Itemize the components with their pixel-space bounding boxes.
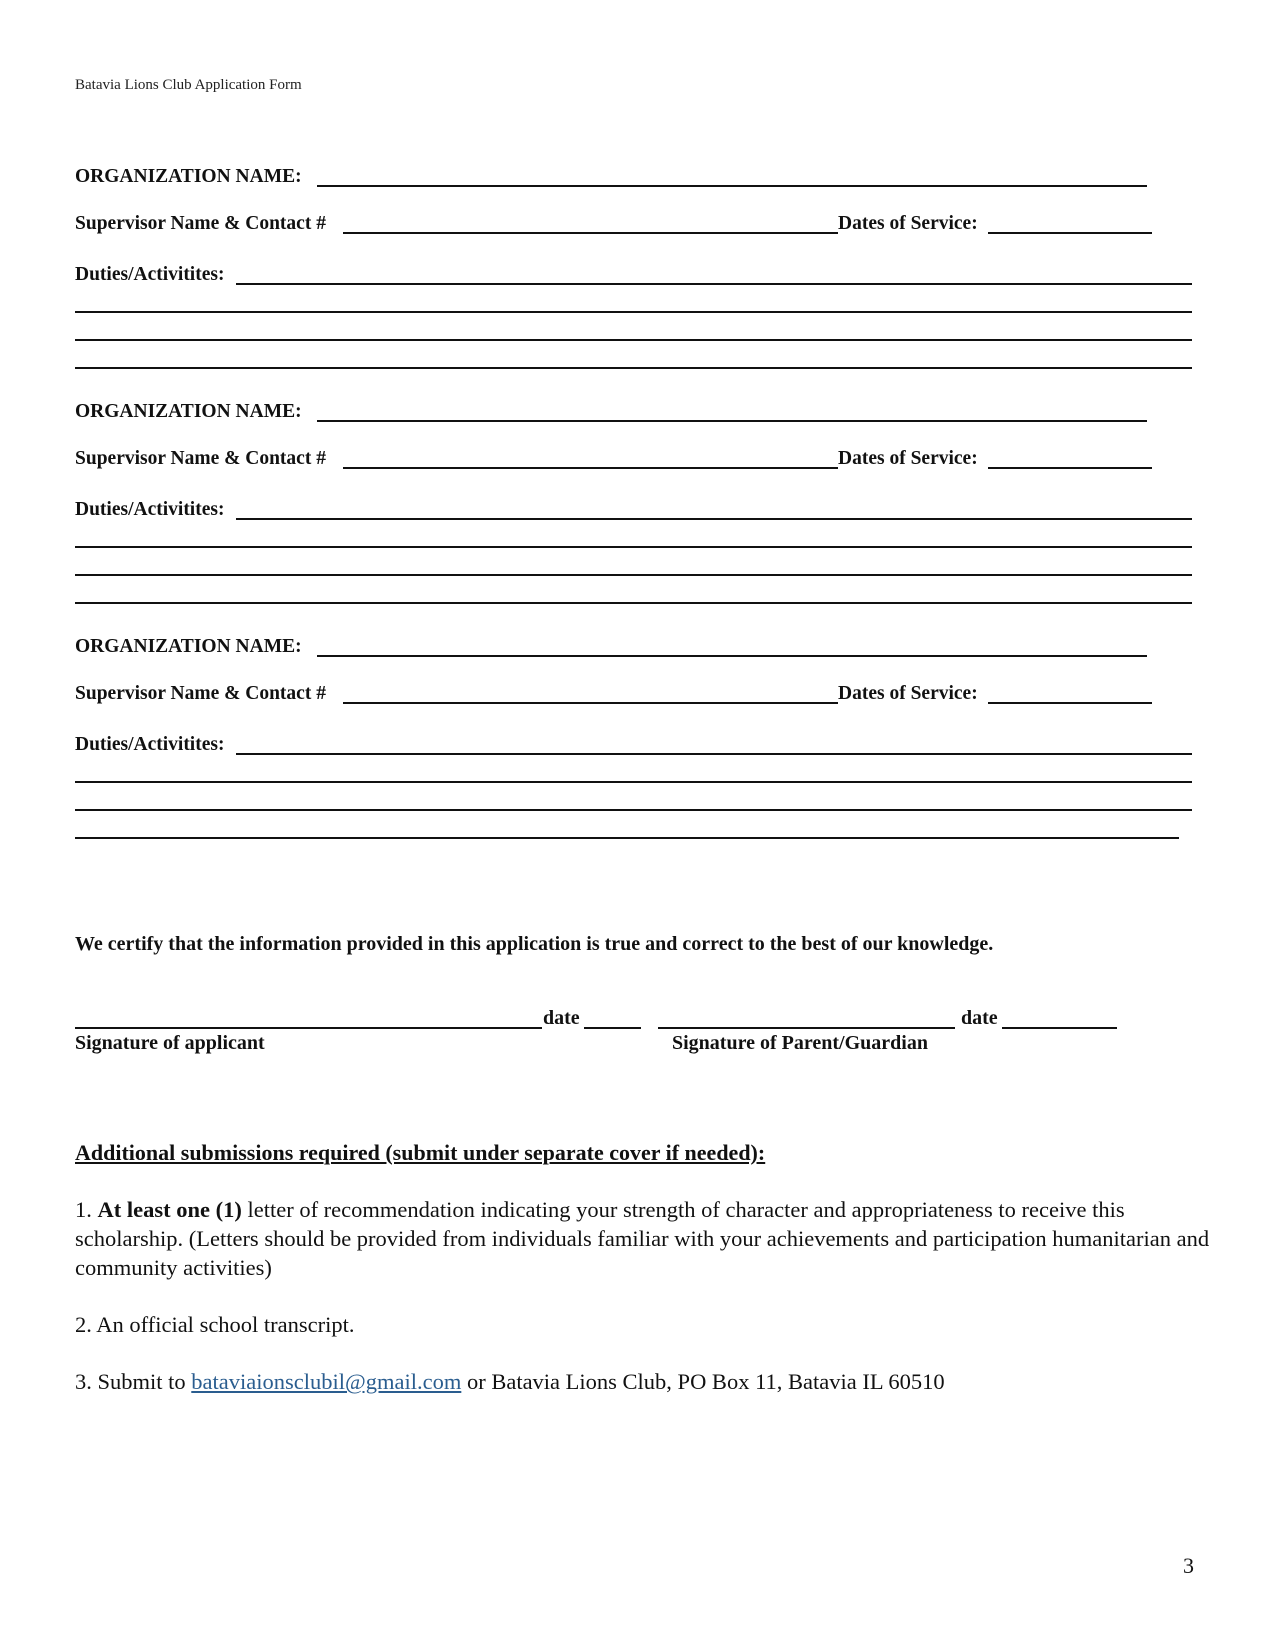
page-header-title: Batavia Lions Club Application Form [75,77,302,93]
duties-activities-field-line-1[interactable] [236,283,1192,285]
parent-date-label: date [961,1007,998,1029]
supervisor-contact-label: Supervisor Name & Contact # [75,213,326,234]
applicant-date-field[interactable] [584,1027,641,1029]
submission-item-3 [75,1367,1210,1396]
duties-activities-field-line-3[interactable] [75,809,1192,811]
dates-of-service-field[interactable] [988,232,1152,234]
parent-signature-field[interactable] [658,1027,955,1029]
duties-activities-field-line-1[interactable] [236,753,1192,755]
item-text: letter of recommendation indicating your strength of character and appropriateness to receive this scholarship. (Letters should be provided from individuals familiar with your achievements and participation humanitarian and community activities) [75,1197,1210,1280]
duties-activities-label: Duties/Activitites: [75,264,225,285]
organization-name-field[interactable] [317,420,1147,422]
dates-of-service-label: Dates of Service: [838,213,978,234]
supervisor-contact-label: Supervisor Name & Contact # [75,683,326,704]
submission-item-2: 2. An official school transcript. [75,1312,355,1337]
duties-activities-field-line-2[interactable] [75,546,1192,548]
duties-activities-field-line-4[interactable] [75,367,1192,369]
item-text: or Batavia Lions Club, PO Box 11, Batavia IL 60510 [466,1369,945,1394]
item-number: 1. [75,1197,92,1222]
duties-activities-field-line-2[interactable] [75,311,1192,313]
organization-name-field[interactable] [317,655,1147,657]
dates-of-service-label: Dates of Service: [838,683,978,704]
dates-of-service-field[interactable] [988,702,1152,704]
duties-activities-field-line-4[interactable] [75,602,1192,604]
applicant-signature-label: Signature of applicant [75,1032,265,1054]
supervisor-contact-label: Supervisor Name & Contact # [75,448,326,469]
duties-activities-field-line-4[interactable] [75,837,1179,839]
organization-name-label: ORGANIZATION NAME: [75,166,302,187]
item-text: 3. Submit to [75,1369,186,1394]
submission-email-link[interactable]: bataviaionsclubil@gmail.com [191,1369,462,1394]
dates-of-service-field[interactable] [988,467,1152,469]
applicant-signature-field[interactable] [75,1027,542,1029]
duties-activities-label: Duties/Activitites: [75,499,225,520]
organization-name-field[interactable] [317,185,1147,187]
additional-submissions-heading: Additional submissions required (submit under separate cover if needed): [75,1140,766,1165]
item-emphasis: At least one (1) [97,1197,242,1222]
organization-name-label: ORGANIZATION NAME: [75,636,302,657]
duties-activities-field-line-3[interactable] [75,574,1192,576]
duties-activities-label: Duties/Activitites: [75,734,225,755]
dates-of-service-label: Dates of Service: [838,448,978,469]
page-number: 3 [1183,1553,1194,1578]
supervisor-contact-field[interactable] [343,232,838,234]
supervisor-contact-field[interactable] [343,702,838,704]
organization-name-label: ORGANIZATION NAME: [75,401,302,422]
parent-signature-label: Signature of Parent/Guardian [672,1032,928,1054]
certification-statement: We certify that the information provided in this application is true and correct to the best of our knowledge. [75,933,994,955]
supervisor-contact-field[interactable] [343,467,838,469]
duties-activities-field-line-2[interactable] [75,781,1192,783]
duties-activities-field-line-1[interactable] [236,518,1192,520]
parent-date-field[interactable] [1002,1027,1117,1029]
applicant-date-label: date [543,1007,580,1029]
submission-item-1 [75,1195,1210,1282]
duties-activities-field-line-3[interactable] [75,339,1192,341]
